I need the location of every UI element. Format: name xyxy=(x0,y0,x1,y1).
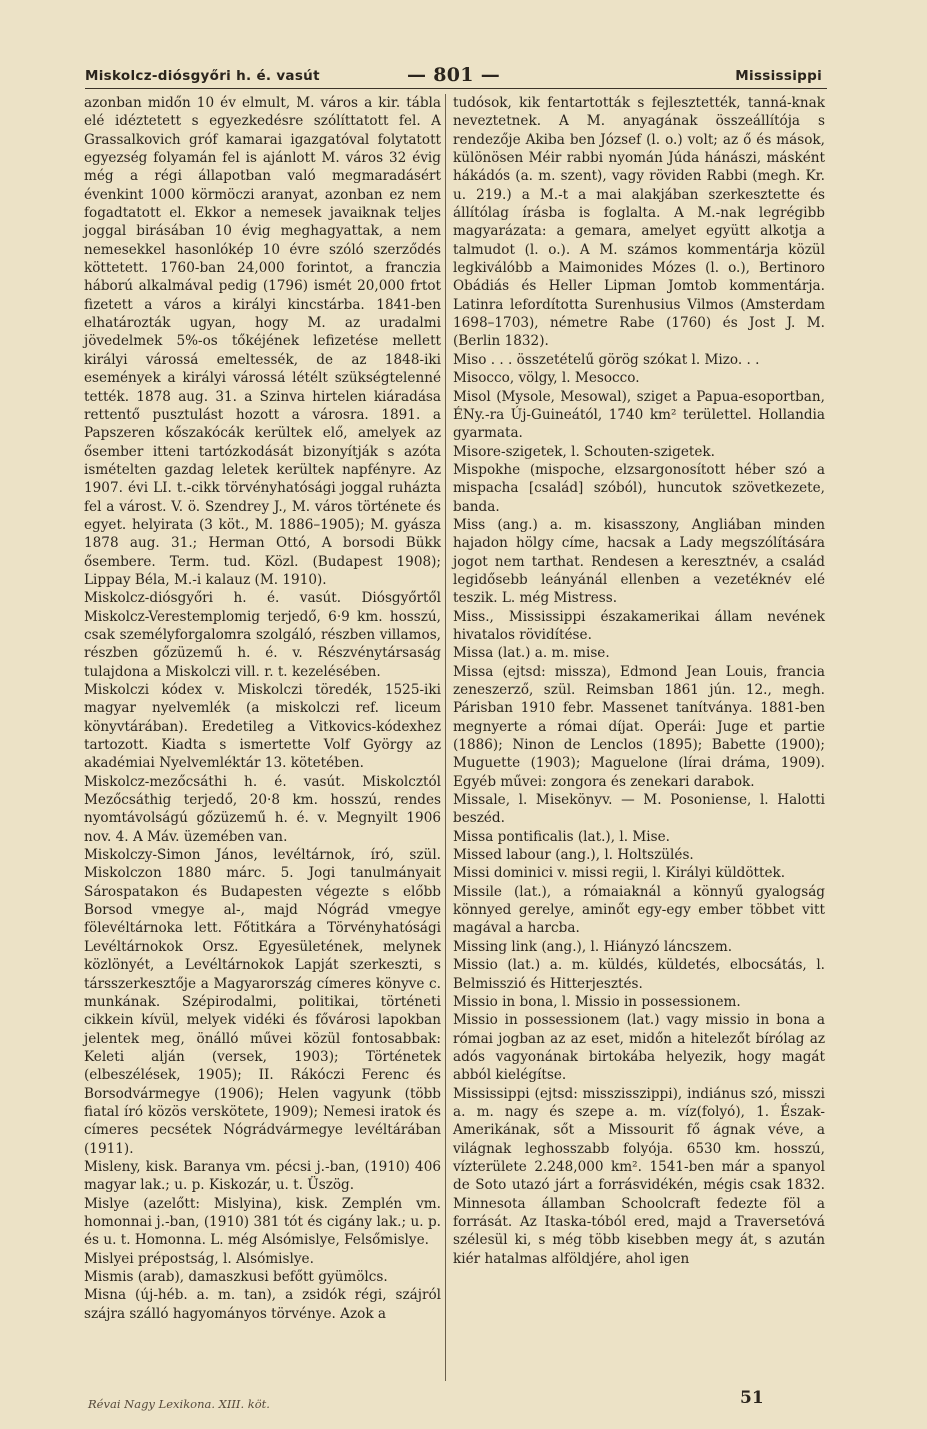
lexicon-entry: Miskolczy-Simon János, levéltárnok, író, szül. Miskolczon 1880 márc. 5. Jogi tanulmányait Sárospatakon és Budapesten végezte s előbb Borsod vmegye al-, majd Nógrád vmegye fölevéltárnoka lett. Főtitkára a Törvényhatósági Levéltárnokok Orsz. Egyesületének, melynek közlönyét, a Levéltárnokok Lapját szerkeszti, s társszerkesztője a Magyarország címeres könyve c. munkának. Szépirodalmi, politikai, történeti cikkein kívül, melyek vidéki és fővárosi lapokban jelentek meg, önálló művei közül fontosabbak: Keleti alján (versek, 1903); Történetek (elbeszélések, 1905); II. Rákóczi Ferenc és Borsodvármegye (1906); Helen vagyunk (több fiatal író közös verskötete, 1909); Nemesi iratok és címeres pecsétek Nógrádvármegye levéltárában (1911). xyxy=(84,847,441,1157)
lexicon-entry: Missed labour (ang.), l. Holtszülés. xyxy=(453,847,694,864)
lexicon-entry: Mississippi (ejtsd: misszisszippi), indiánus szó, misszi a. m. nagy és szepe a. m. víz(folyó), 1. Észak-Amerikának, sőt a Missourit fő ágnak véve, a világnak leghosszabb folyója. 6530 km. hosszú, vízterülete 2.248,000 km². 1541-ben már a spanyol de Soto utazó járt a forrásvidékén, mégis csak 1832. Minnesota államban Schoolcraft fedezte föl a forrását. Az Itaska-tóból ered, majd a Traversetóvá szélesül ki, s még több kisebben megy át, s azután kiér hatalmas alföldjére, ahol igen xyxy=(453,1085,825,1267)
signature-line: Révai Nagy Lexikona. XIII. köt. xyxy=(88,1397,270,1411)
header-left-keyword: Miskolcz-diósgyőri h. é. vasút xyxy=(85,68,320,84)
lexicon-entry: azonban midőn 10 év elmult, M. város a kir. tábla elé idéztetett s egyezkedésre szólíttatott fel. A Grassalkovich gróf kamarai igazgatóval folytatott egyezség folyamán fel is ajánlott M. város 32 évig még a régi állapotban való megmaradásért évenkint 1000 körmöczi aranyat, azonban ez nem fogadtatott el. Ekkor a nemesek javaiknak teljes joggal birásában 10 évig meghagyattak, a nem nemesekkel hasonlókép 10 évre szóló szerződés köttetett. 1760-ban 24,000 forintot, a franczia háború alkalmával pedig (1796) ismét 20,000 frtot fizetett a város a királyi kincstárba. 1841-ben elhatározták ugyan, hogy M. az uradalmi jövedelmek 5%-os tőkéjének lefizetése mellett királyi várossá emeltessék, de az 1848-iki események a királyi várossá létélt szükségtelenné tették. 1878 aug. 31. a Szinva hirtelen kiáradása rettentő pusztulást hozott a városra. 1891. a Papszeren kőszakócák kerültek elő, amelyek az ősember itteni tartózkodását bizonyítják s azóta ismételten gazdag leletek kerültek napfényre. Az 1907. évi LI. t.-cikk törvényhatósági joggal ruházta fel a várost. V. ö. Szendrey J., M. város története és egyet. helyirata (3 köt., M. 1886–1905); M. gyásza 1878 aug. 31.; Herman Ottó, A borsodi Bükk ősembere. Term. tud. Közl. (Budapest 1908); Lippay Béla, M.-i kalauz (M. 1910). xyxy=(84,95,441,588)
lexicon-entry: Missa pontificalis (lat.), l. Mise. xyxy=(453,828,670,845)
lexicon-entry: Miss (ang.) a. m. kisasszony, Angliában minden hajadon hölgy címe, hacsak a Lady megszólítására jogot nem tarthat. Rendesen a keresztnév, a család legidősebb leányánál ellenben a vezetéknév elé teszik. L. még Mistress. xyxy=(453,516,825,607)
lexicon-entry: Misol (Mysole, Mesowal), sziget a Papua-esoportban, ÉNy.-ra Új-Guineától, 1740 km² területtel. Hollandia gyarmata. xyxy=(453,388,825,442)
lexicon-entry: Missio in possessionem (lat.) vagy missio in bona a római jogban az az eset, midőn a hitelezőt bírólag az adós vagyonának birtokába helyezik, hogy magát abból kielégítse. xyxy=(453,1012,825,1084)
lexicon-entry: Missile (lat.), a rómaiaknál a könnyű gyalogság könnyed gerelye, aminőt egy-egy ember többet vitt magával a harcba. xyxy=(453,883,825,937)
lexicon-entry: Missi dominici v. missi regii, l. Királyi küldöttek. xyxy=(453,865,786,882)
lexicon-entry: Missa (lat.) a. m. mise. xyxy=(453,645,610,662)
lexicon-entry: Misna (új-héb. a. m. tan), a zsidók régi, szájról szájra szálló hagyományos törvénye. Azok a xyxy=(84,1287,441,1322)
page-number: — 801 — xyxy=(407,64,500,86)
lexicon-entry: tudósok, kik fentartották s fejlesztették, tanná-knak neveztetnek. A M. anyagának összeállítója s rendezője Akiba ben József (l. o.) volt; az ő és mások, különösen Méir rabbi nyomán Júda hánászi, másként hákádós (a. m. szent), vagy röviden Rabbi (megh. Kr. u. 219.) a M.-t a mai alakjában szerkesztette és állítólag írásba is foglalta. A M.-nak legrégibb magyarázata: a gemara, amelyet együtt alkotja a talmudot (l. o.). A M. számos kommentárja közül legkiválóbb a Maimonides Mózes (l. o.), Bertinoro Obádiás és Heller Lipman Jomtob kommentárja. Latinra lefordította Surenhusius Vilmos (Amsterdam 1698–1703), németre Rabe (1760) és Jost J. M. (Berlin 1832). xyxy=(453,95,825,350)
signature-number: 51 xyxy=(740,1388,764,1408)
header-right-keyword: Mississippi xyxy=(735,68,822,84)
lexicon-entry: Missio (lat.) a. m. küldés, küldetés, elbocsátás, l. Belmisszió és Hitterjesztés. xyxy=(453,957,825,992)
lexicon-entry: Misore-szigetek, l. Schouten-szigetek. xyxy=(453,443,715,460)
lexicon-entry: Miss., Mississippi északamerikai állam nevének hivatalos rövidítése. xyxy=(453,608,825,643)
right-column xyxy=(453,94,825,1268)
lexicon-entry: Miskolczi kódex v. Miskolczi töredék, 1525-iki magyar nyelvemlék (a miskolczi ref. liceum könyvtárában). Eredetileg a Vitkovics-kódexhez tartozott. Kiadta s ismertette Volf György az akadémiai Nyelvemléktár 13. kötetében. xyxy=(84,682,441,772)
lexicon-entry: Mislyei prépostság, l. Alsómislye. xyxy=(84,1250,314,1267)
lexicon-entry: Missing link (ang.), l. Hiányzó láncszem. xyxy=(453,938,733,955)
lexicon-entry: Misocco, völgy, l. Mesocco. xyxy=(453,370,640,387)
lexicon-entry: Miskolcz-mezőcsáthi h. é. vasút. Miskolcztól Mezőcsáthig terjedő, 20·8 km. hosszú, rendes nyomtávolságú gőzüzemű h. é. v. Megnyilt 1906 nov. 4. A Máv. üzemében van. xyxy=(84,773,441,845)
lexicon-entry: Mislye (azelőtt: Mislyina), kisk. Zemplén vm. homonnai j.-ban, (1910) 381 tót és cigány lak.; u. p. és u. t. Homonna. L. még Alsómislye, Felsőmislye. xyxy=(84,1195,441,1249)
lexicon-entry: Missa (ejtsd: missza), Edmond Jean Louis, francia zeneszerző, szül. Reimsban 1861 jún. 12., megh. Párisban 1910 febr. Massenet tanítványa. 1881-ben megnyerte a római díjat. Operái: Juge et partie (1886); Ninon de Lenclos (1895); Babette (1900); Muguette (1903); Maguelone (lírai dráma, 1909). Egyéb művei: zongora és zenekari darabok. xyxy=(453,663,825,790)
lexicon-entry: Missale, l. Misekönyv. — M. Posoniense, l. Halotti beszéd. xyxy=(453,792,825,827)
lexicon-entry: Misleny, kisk. Baranya vm. pécsi j.-ban, (1910) 406 magyar lak.; u. p. Kiskozár, u. t. Üszög. xyxy=(84,1158,441,1194)
lexicon-entry: Mispokhe (mispoche, elzsargonosított héber szó a mispacha [család] szóból), huncutok szövetkezete, banda. xyxy=(453,461,825,515)
lexicon-entry: Miso . . . összetételű görög szókat l. Mizo. . . xyxy=(453,351,760,368)
column-divider xyxy=(445,94,446,1381)
lexicon-entry: Missio in bona, l. Missio in possessionem. xyxy=(453,993,741,1010)
header-rule xyxy=(85,88,827,89)
left-column xyxy=(84,94,441,1323)
running-header xyxy=(85,62,822,86)
lexicon-entry: Miskolcz-diósgyőri h. é. vasút. Diósgyőrtől Miskolcz-Verestemplomig terjedő, 6·9 km. hosszú, csak személyforgalomra szolgáló, részben villamos, részben gőzüzemű h. é. v. Részvénytársaság tulajdona a Miskolczi vill. r. t. kezelésében. xyxy=(84,590,441,680)
lexicon-entry: Mismis (arab), damaszkusi befőtt gyümölcs. xyxy=(84,1269,388,1285)
